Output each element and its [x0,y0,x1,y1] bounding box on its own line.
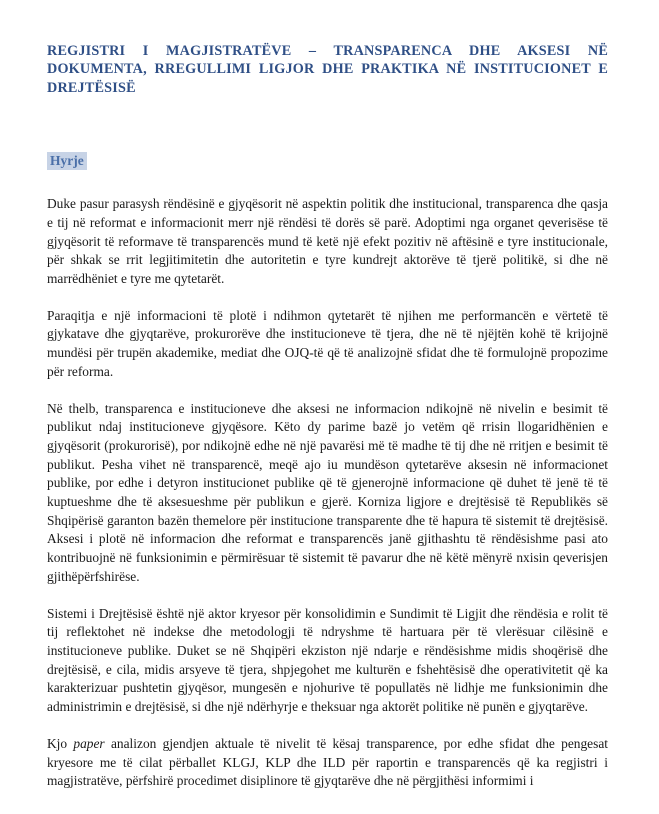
document-title: REGJISTRI I MAGJISTRATËVE – TRANSPARENCA DHE AKSESI NË DOKUMENTA, RREGULLIMI LIGJOR DHE PRAKTIKA NË INSTITUCIONET E DREJTËSISË [47,43,608,96]
paragraph-3: Në thelb, transparenca e institucioneve dhe aksesi ne informacion ndikojnë në nivelin e besimit të publikut ndaj institucioneve gjyqësore. Këto dy parime bazë jo vetëm që rrisin llogaridhënien e gjyqësorit (prokurorisë), por ndikojnë edhe në një pavarësi më të madhe të tij dhe në rritjen e besimit të publikut. Pesha vihet në transparencë, meqë ajo iu mundëson qytetarëve aksesin në informacionet publike, por edhe i detyron institucionet publike që të gjenerojnë informacione që duhet të jenë të të kuptueshme dhe të aksesueshme për publikun e gjerë. Korniza ligjore e drejtësisë të Republikës së Shqipërisë garanton bazën themelore për institucione transparente dhe të hapura të sistemit të drejtësisë. Aksesi i plotë në informacion dhe reformat e transparencës janë gjithashtu të rëndësishme pasi ato kontribuojnë në funksionimin e përmirësuar të sistemit të pavarur dhe në këtë mënyrë nxisin qeverisjen gjithëpërfshirëse. [47,400,608,584]
paragraph-2: Paraqitja e një informacioni të plotë i ndihmon qytetarët të njihen me performancën e vërtetë të gjykatave dhe gjyqtarëve, prokurorëve dhe institucioneve të tjera, dhe në të njëjtën kohë të krijojnë mundësi për trupën akademike, mediat dhe OJQ-të që të analizojnë sfidat dhe të formulojnë propozime për reforma. [47,307,608,379]
paragraph-5-start: Kjo [47,735,74,751]
paragraph-1: Duke pasur parasysh rëndësinë e gjyqësorit në aspektin politik dhe institucional, transparenca dhe qasja e tij në reformat e informacionit merr një rëndësi të dorës së parë. Adoptimi nga organet qeverisëse të gjyqësorit të reformave të transparencës mund të ketë një efekt pozitiv në aftësinë e tyre institucionale, për shkak se rrit legjitimitetin dhe autoritetin e tyre kundrejt aktorëve të tjerë politikë, si dhe në marrëdhëniet e tyre me qytetarët. [47,196,608,287]
paragraph-4: Sistemi i Drejtësisë është një aktor kryesor për konsolidimin e Sundimit të Ligjit dhe rëndësia e rolit të tij reflektohet në indekse dhe metodologji të ndryshme të hartuara për të vlerësuar cilësinë e institucioneve publike. Duket se në Shqipëri ekziston një ndarje e rëndësishme midis shoqërisë dhe drejtësisë, e cila, midis arsyeve të tjera, shpjegohet me kulturën e fshehtësisë dhe operativitetit që ka karakterizuar pushtetin gjyqësor, mungesën e njohurive të popullatës në lidhje me funksionimin dhe administrimin e drejtësisë, si dhe një ndërhyrje e theksuar nga aktorët politike në punën e gjyqtarëve. [47,605,608,715]
section-heading: Hyrje [47,152,87,170]
paragraph-5-italic: paper [73,735,105,751]
paragraph-5 [47,735,608,791]
paragraph-5-rest: analizon gjendjen aktuale të nivelit të kësaj transparence, por edhe sfidat dhe pengesat kryesore me të cilat përballet KLGJ, KLP dhe ILD për raportin e transparencës që ka regjistri i magjistratëve, përfshirë procedimet disiplinore të gjyqtarëve dhe në përgjithësi informimi i [47,735,608,789]
